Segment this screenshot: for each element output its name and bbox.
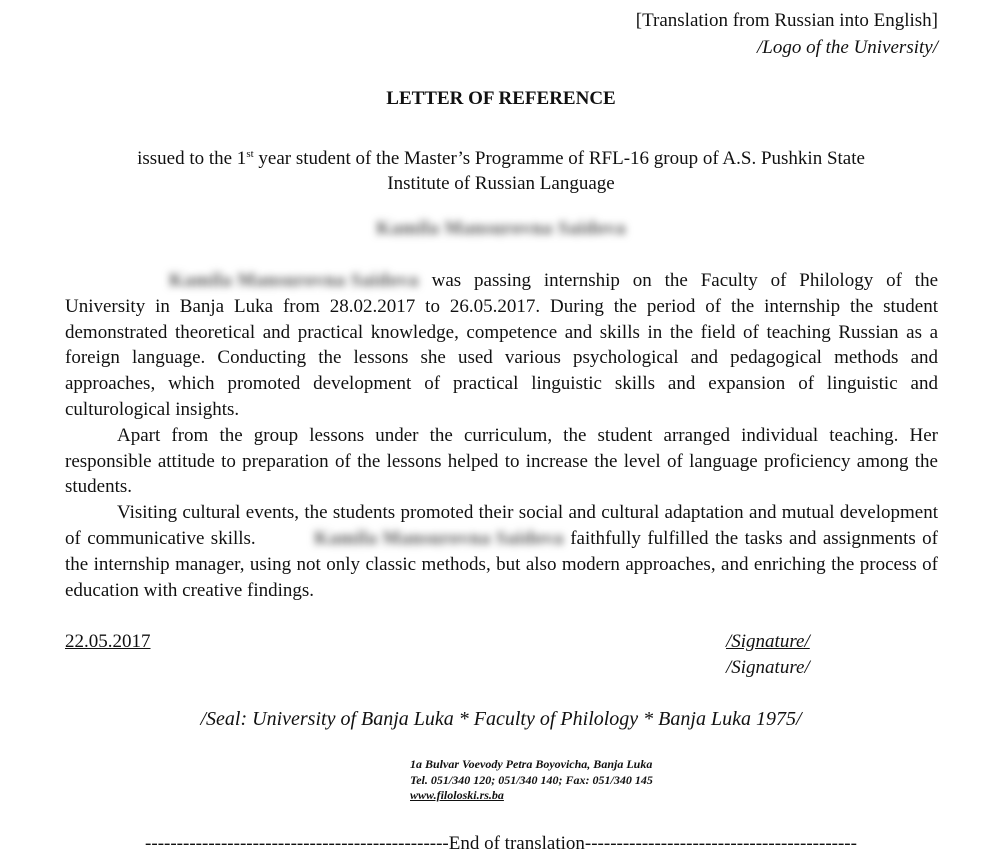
body-paragraph-3-part1: Visiting cultural events, the students promoted their social and cultural adaptation and mutual development of communicative skills. [65, 502, 938, 549]
issued-line1-part1: issued to the 1 [137, 148, 247, 169]
blurred-student-name-inline-2: Kamila Mansurovna Saidova [314, 527, 564, 549]
letter-body [65, 268, 938, 603]
website-link[interactable]: www.filoloski.rs.ba [410, 788, 504, 802]
issued-to-text [0, 142, 1002, 196]
signature-1: /Signature/ [726, 631, 810, 652]
translation-note: [Translation from Russian into English] [635, 10, 938, 31]
letter-date: 22.05.2017 [65, 631, 151, 652]
phone-line: Tel. 051/340 120; 051/340 140; Fax: 051/340 145 [410, 772, 653, 787]
body-paragraph-3-part2: faithfully fulfilled the tasks and assignments of the internship manager, using not only classic methods, but also modern approaches, and enriching the process of education with creative findings. [65, 527, 939, 601]
blurred-student-name-inline: Kamila Mansurovna Saidova [169, 270, 419, 291]
student-name-heading [0, 218, 1002, 240]
body-paragraph-3 [65, 500, 938, 603]
seal-text: /Seal: University of Banja Luka * Faculty of Philology * Banja Luka 1975/ [200, 708, 802, 730]
university-address [410, 757, 653, 804]
address-line: 1a Bulvar Voevody Petra Boyovicha, Banja Luka [410, 757, 653, 771]
body-paragraph-2: Apart from the group lessons under the curriculum, the student arranged individual teaching. Her responsible attitude to preparation of the lessons helped to increase the level of language proficiency among the students. [65, 424, 938, 498]
ordinal-suffix: st [246, 148, 254, 160]
blurred-student-name: Kamila Mansurovna Saidova [376, 218, 626, 239]
body-paragraph-1 [65, 268, 938, 423]
signature-2: /Signature/ [726, 657, 810, 678]
end-of-translation-marker: ------------------------------------------------End of translation------------------------------------------- [145, 833, 857, 854]
body-paragraph-1-text: was passing internship on the Faculty of Philology of the University in Banja Luka from 28.02.2017 to 26.05.2017. During the period of the internship the student demonstrated theoretical and practical knowledge, competence and skills in the field of teaching Russian as a foreign language. Conducting the lessons she used various psychological and pedagogical methods and approaches, which promoted development of practical linguistic skills and expansion of linguistic and culturological insights. [65, 270, 939, 420]
issued-line2: Institute of Russian Language [387, 173, 615, 194]
page-title: LETTER OF REFERENCE [386, 88, 616, 109]
issued-line1-part2: year student of the Master’s Programme of RFL-16 group of A.S. Pushkin State [253, 148, 865, 169]
logo-note: /Logo of the University/ [756, 37, 938, 58]
